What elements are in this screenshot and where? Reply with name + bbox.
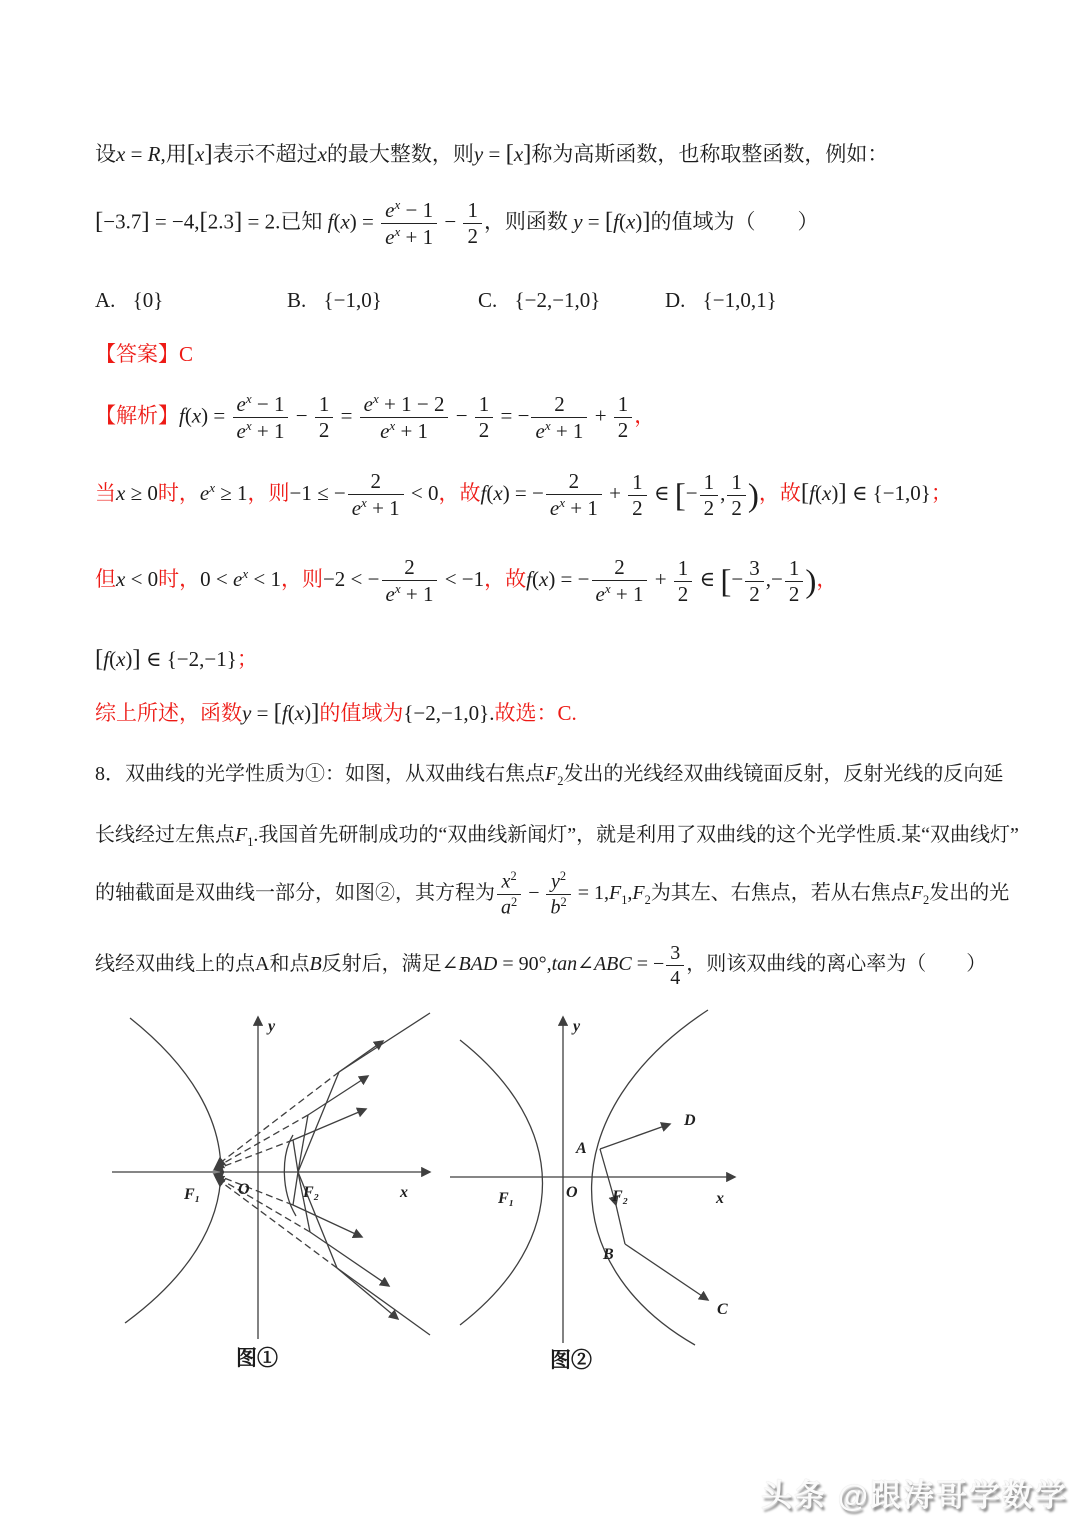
fig1-f2-label: F₂ — [303, 1184, 320, 1201]
fig2-x-label: x — [716, 1190, 724, 1207]
hyperbola-figure-1 — [100, 1005, 445, 1345]
fig2-point-b-label: B — [603, 1246, 614, 1263]
option-c — [478, 288, 600, 313]
option-b-label: B. — [287, 288, 307, 312]
fig2-ray-ad — [600, 1124, 670, 1149]
fig1-f1-label: F₁ — [184, 1186, 201, 1203]
option-d — [665, 288, 777, 313]
fig2-caption: 图② — [550, 1348, 592, 1372]
fig2-y-label: y — [573, 1018, 581, 1035]
option-a-value: {0} — [132, 288, 164, 312]
option-a — [95, 288, 163, 313]
q7-formula-line: [−3.7] = −4,[2.3] = 2.已知 f(x) = $\frac{e^x - 1}{e^x + 1}$ − $\frac{1}{2}$ ，则函数 y = [f(x)]的值域为（ ） — [95, 197, 819, 250]
q8-line4: 线经双曲线上的点A和点B反射后，满足∠BAD = 90°,tan∠ABC = − $\frac{3}{4}$ ，则该双曲线的离心率为（ ） — [95, 942, 987, 989]
fig2-origin-label: O — [566, 1184, 578, 1201]
q7-answer-line — [95, 338, 193, 368]
fig2-point-a-label: A — [576, 1140, 587, 1157]
option-a-label: A. — [95, 288, 116, 312]
answer-tag: 【答案】 — [95, 342, 179, 366]
option-d-label: D. — [665, 288, 686, 312]
option-b-value: {−1,0} — [323, 288, 382, 312]
fig1-origin-label: O — [238, 1181, 250, 1198]
fig2-ray-bc — [625, 1244, 708, 1300]
watermark-text: 头条 @跟涛哥学数学 — [761, 1478, 1068, 1513]
q8-line3: 的轴截面是双曲线一部分，如图②，其方程为 $\frac{x^2}{a^2}$ − $\frac{y^2}{b^2}$ = $1,F_1,F_2$为其左、右焦点，若从右焦点$F_2$发出的光 — [95, 869, 1010, 919]
q7-conclusion-line: 综上所述，函数y = [f(x)]的值域为{−2,−1,0}.故选：C. — [95, 699, 577, 726]
q7-case2-cont-line: [f(x)] ∈ {−2,−1}； — [95, 645, 258, 672]
option-d-value: {−1,0,1} — [702, 288, 777, 312]
fig1-x-label: x — [400, 1184, 408, 1201]
q7-case2-line: 但x < 0时，$0 < e^x < 1$，则−2 < − $\frac{2}{e^x + 1}$ < −1，故f(x) = − $\frac{2}{e^x + 1}$ + $\frac{1}{2}$ ∈ [− $\frac{3}{2}$ ,− $\frac{1}{2}$ )， — [95, 555, 838, 607]
fig1-left-branch — [125, 1018, 221, 1323]
fig2-point-d-label: D — [684, 1112, 696, 1129]
q7-intro-line: 设x = R,用[x]表示不超过x的最大整数，则y = [x]称为高斯函数，也称取整函数，例如： — [95, 140, 889, 167]
q7-case1-line: 当x ≥ 0时，$e^x \ge 1$，则−1 ≤ − $\frac{2}{e^x + 1}$ < 0，故f(x) = − $\frac{2}{e^x + 1}$ + $\frac{1}{2}$ ∈ [− $\frac{1}{2}$ , $\frac{1}{2}$ )，故[f(x)] ∈ {−1,0}； — [95, 469, 952, 521]
option-c-label: C. — [478, 288, 498, 312]
fig2-left-branch — [460, 1040, 543, 1325]
q8-line1: 8．双曲线的光学性质为①：如图，从双曲线右焦点$F_2$发出的光线经双曲线镜面反射，反射光线的反向延 — [95, 763, 1004, 788]
fig2-f1-label: F₁ — [498, 1190, 515, 1207]
hyperbola-figure-2 — [440, 1005, 745, 1350]
fig2-f2-label: F₂ — [612, 1188, 629, 1205]
fig1-caption: 图① — [236, 1346, 278, 1370]
fig1-y-label: y — [268, 1018, 276, 1035]
option-b — [287, 288, 382, 313]
fig2-point-c-label: C — [717, 1301, 728, 1318]
q8-line2: 长线经过左焦点$F_1$.我国首先研制成功的“双曲线新闻灯”，就是利用了双曲线的这个光学性质.某“双曲线灯” — [95, 824, 1019, 849]
option-c-value: {−2,−1,0} — [514, 288, 601, 312]
q7-analysis-line: 【解析】f(x) = $\frac{e^x - 1}{e^x + 1}$ − $\frac{1}{2}$ = $\frac{e^x + 1 - 2}{e^x + 1}$ − $\frac{1}{2}$ = − $\frac{2}{e^x + 1}$ + $\frac{1}{2}$ ， — [95, 391, 656, 444]
answer-value: C — [179, 342, 194, 366]
